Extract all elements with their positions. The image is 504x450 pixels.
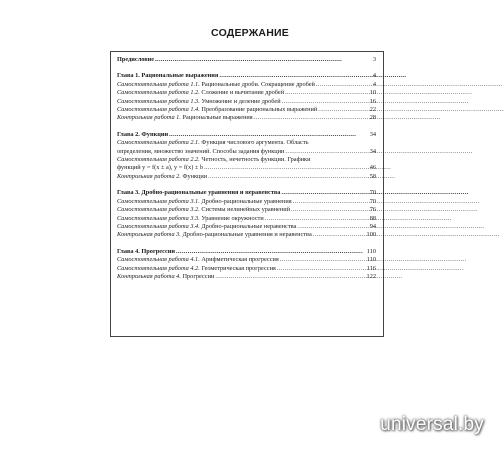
- toc-entry-work-3-4[interactable]: [117, 223, 376, 231]
- dot-leader: [265, 215, 369, 223]
- toc-entry-title: Умножение и деление дробей: [201, 97, 281, 105]
- toc-entry-title-line-2: функций y = f(x ± a), y = f(x) ± b: [117, 164, 204, 172]
- toc-page-number: 3: [372, 56, 376, 63]
- work-kind: Самостоятельная работа 1.2.: [117, 89, 200, 97]
- toc-entry-work-4-2[interactable]: [117, 265, 376, 273]
- work-kind: Самостоятельная работа 4.1.: [117, 256, 200, 264]
- toc-entry-title: Рациональные дроби. Сокращение дробей: [201, 80, 315, 88]
- toc-heading: СОДЕРЖАНИЕ: [211, 27, 289, 39]
- dot-leader: [313, 231, 366, 239]
- work-kind: Самостоятельная работа 1.1.: [117, 80, 200, 88]
- toc-page-number: 110: [366, 247, 376, 255]
- work-kind: Самостоятельная работа 3.2.: [117, 206, 200, 214]
- toc-page-number: 94: [369, 222, 376, 230]
- toc-entry-test-4[interactable]: [117, 273, 376, 281]
- toc-entry-work-3-1[interactable]: [117, 198, 376, 206]
- toc-page-number: 4: [372, 72, 376, 80]
- toc-entry-title: Дробно-рациональные неравенства: [201, 222, 297, 230]
- dot-leader: [281, 189, 368, 197]
- toc-entry-title: Рациональные выражения: [182, 114, 253, 122]
- toc-entry-title-line-1: Четность, нечетность функции. Графики: [201, 156, 311, 164]
- toc-entry-chapter-3[interactable]: [117, 189, 376, 197]
- toc-entry-preface[interactable]: [117, 56, 376, 64]
- toc-entry-chapter-2[interactable]: [117, 131, 376, 139]
- dot-leader: [318, 106, 368, 114]
- toc-page-number: 4: [372, 80, 376, 88]
- toc-page-number: 28: [369, 114, 376, 122]
- dot-leader: [291, 206, 369, 214]
- toc-entry-work-2-1[interactable]: [117, 139, 376, 156]
- toc-page-number: 58: [369, 172, 376, 180]
- dot-leader: [204, 164, 369, 172]
- dot-leader: [215, 273, 365, 281]
- dot-leader: [176, 248, 366, 256]
- toc-entry-work-3-2[interactable]: [117, 206, 376, 214]
- toc-entry-title-line-2: определения, множество значений. Способы задания функции: [117, 147, 285, 155]
- toc-page-number: 46: [369, 164, 376, 172]
- toc-page-number: 10: [369, 89, 376, 97]
- toc-entry-title: Преобразование рациональных выражений: [201, 106, 318, 114]
- work-kind: Самостоятельная работа 1.3.: [117, 97, 200, 105]
- toc-entry-test-3[interactable]: [117, 231, 376, 239]
- dot-leader: [208, 173, 369, 181]
- work-kind: Самостоятельная работа 1.4.: [117, 106, 200, 114]
- toc-entry-work-1-3[interactable]: [117, 98, 376, 106]
- toc-entry-title: Глава 3. Дробно-рациональные уравнения и неравенства: [117, 189, 281, 197]
- toc-entry-test-2[interactable]: [117, 173, 376, 181]
- toc-entry-title: Дробно-рациональные уравнения и неравенства: [182, 231, 312, 239]
- toc-entry-title: Арифметическая прогрессия: [201, 256, 279, 264]
- dot-leader: [254, 114, 369, 122]
- work-kind: Самостоятельная работа 3.1.: [117, 197, 200, 205]
- table-of-contents: [117, 56, 376, 281]
- toc-entry-work-4-1[interactable]: [117, 256, 376, 264]
- toc-entry-title: Геометрическая прогрессия: [201, 264, 276, 272]
- work-kind: Самостоятельная работа 3.3.: [117, 214, 200, 222]
- toc-entry-chapter-4[interactable]: [117, 248, 376, 256]
- toc-entry-work-1-2[interactable]: [117, 89, 376, 97]
- dot-leader: [277, 265, 366, 273]
- work-kind: Самостоятельная работа 2.1.: [117, 139, 200, 147]
- dot-leader: [293, 198, 369, 206]
- toc-page-number: 122: [366, 272, 376, 280]
- toc-page-number: 34: [369, 147, 376, 155]
- dot-leader: [219, 72, 372, 80]
- toc-entry-title: Системы нелинейных уравнений: [201, 206, 290, 214]
- toc-page-number: 76: [369, 206, 376, 214]
- toc-page-number: 16: [369, 97, 376, 105]
- work-kind: Контрольная работа 3.: [117, 231, 181, 239]
- toc-entry-title: Глава 2. Функции: [117, 130, 169, 138]
- toc-entry-title: Предисловие: [117, 56, 155, 63]
- toc-page-number: 70: [369, 189, 376, 197]
- toc-page-number: 110: [366, 256, 376, 264]
- work-kind: Контрольная работа 2.: [117, 172, 181, 180]
- work-kind: Контрольная работа 4.: [117, 272, 181, 280]
- toc-entry-title: Глава 4. Прогрессии: [117, 247, 176, 255]
- toc-entry-title: Глава 1. Рациональные выражения: [117, 72, 219, 80]
- toc-page-number: 34: [369, 130, 376, 138]
- dot-leader: [280, 256, 366, 264]
- dot-leader: [285, 89, 369, 97]
- dot-leader: [316, 81, 372, 89]
- toc-entry-work-1-1[interactable]: [117, 81, 376, 89]
- toc-entry-title: Уравнение окружности: [201, 214, 264, 222]
- work-kind: Самостоятельная работа 2.2.: [117, 156, 200, 164]
- dot-leader: [169, 131, 369, 139]
- toc-page-number: 88: [369, 214, 376, 222]
- dot-leader: [282, 98, 369, 106]
- toc-page-number: 70: [369, 197, 376, 205]
- toc-page-number: 116: [366, 264, 376, 272]
- toc-entry-work-3-3[interactable]: [117, 215, 376, 223]
- toc-entry-title: Дробно-рациональные уравнения: [201, 197, 292, 205]
- toc-entry-title-line-1: Функция числового аргумента. Область: [201, 139, 309, 147]
- toc-entry-title: Функции: [182, 172, 208, 180]
- watermark-logo: universal.by: [380, 414, 484, 435]
- toc-entry-test-1[interactable]: [117, 114, 376, 122]
- toc-entry-title: Прогрессии: [182, 272, 215, 280]
- toc-entry-chapter-1[interactable]: [117, 72, 376, 80]
- toc-entry-work-2-2[interactable]: [117, 156, 376, 173]
- toc-entry-title: Сложение и вычитание дробей: [201, 89, 285, 97]
- work-kind: Самостоятельная работа 4.2.: [117, 264, 200, 272]
- toc-entry-work-1-4[interactable]: [117, 106, 376, 114]
- work-kind: Контрольная работа 1.: [117, 114, 181, 122]
- dot-leader: [285, 148, 368, 156]
- toc-page-number: 22: [369, 106, 376, 114]
- toc-page-number: 100: [366, 231, 376, 239]
- work-kind: Самостоятельная работа 3.4.: [117, 222, 200, 230]
- dot-leader: [297, 223, 368, 231]
- dot-leader: [155, 56, 372, 64]
